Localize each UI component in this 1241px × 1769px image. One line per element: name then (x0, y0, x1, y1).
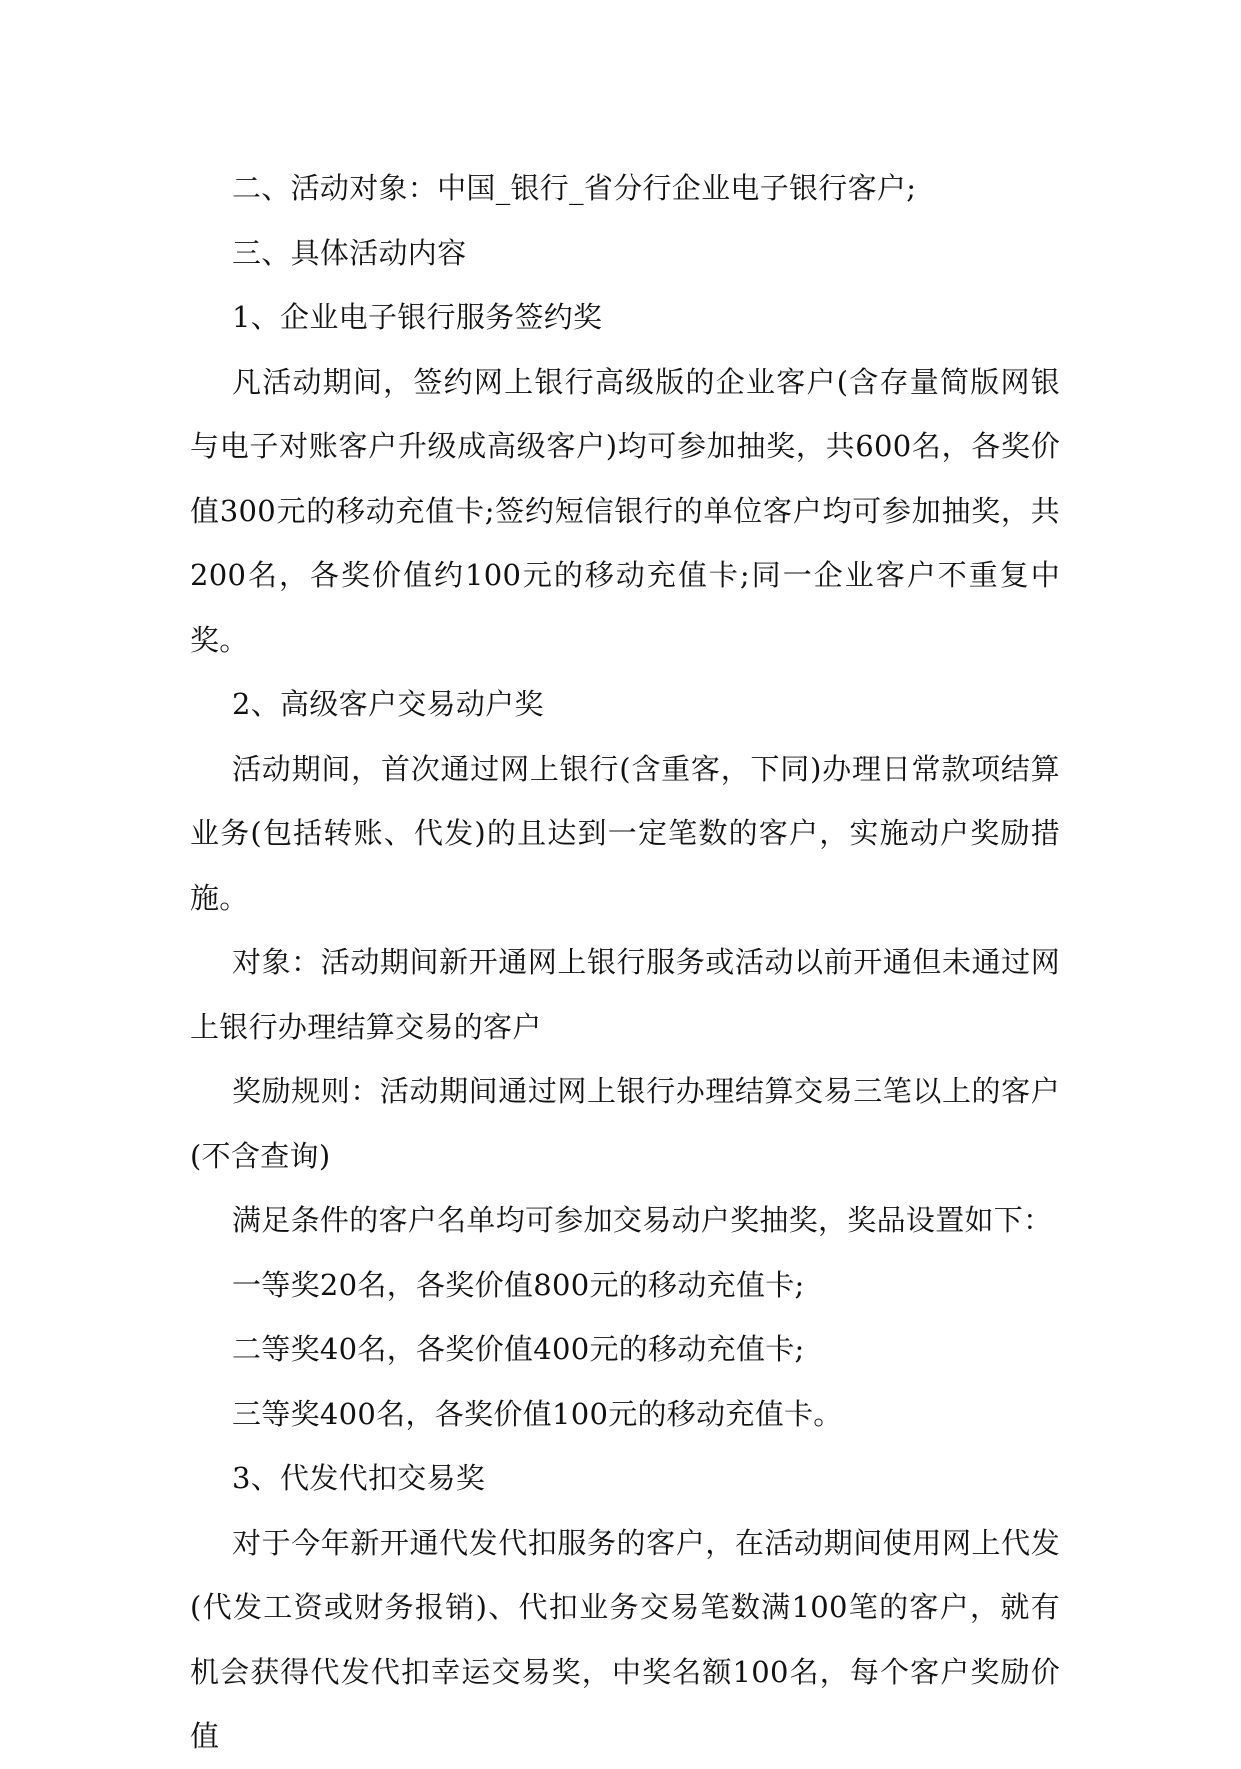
paragraph-activation-award: 活动期间，首次通过网上银行(含重客，下同)办理日常款项结算业务(包括转账、代发)的且达到一定笔数的客户，实施动户奖励措施。 (190, 751, 1060, 915)
paragraph-signing-award: 凡活动期间，签约网上银行高级版的企业客户(含存量简版网银与电子对账客户升级成高级客户)均可参加抽奖，共600名，各奖价值300元的移动充值卡;签约短信银行的单位客户均可参加抽奖，共200名，各奖价值约100元的移动充值卡;同一企业客户不重复中奖。 (190, 364, 1060, 657)
prize-first: 一等奖20名，各奖价值800元的移动充值卡; (232, 1267, 805, 1302)
prize-third: 三等奖400名，各奖价值100元的移动充值卡。 (232, 1396, 843, 1431)
subsection-heading-signing-award: 1、企业电子银行服务签约奖 (232, 300, 603, 334)
paragraph-target-clients: 对象：活动期间新开通网上银行服务或活动以前开通但未通过网上银行办理结算交易的客户 (190, 945, 1060, 1044)
section-heading-content: 三、具体活动内容 (232, 235, 467, 270)
subsection-heading-payroll-award: 3、代发代扣交易奖 (232, 1461, 486, 1495)
prize-second: 二等奖40名，各奖价值400元的移动充值卡; (232, 1332, 805, 1366)
document-page (190, 156, 1060, 1769)
paragraph-award-rules: 奖励规则：活动期间通过网上银行办理结算交易三笔以上的客户(不含查询) (190, 1074, 1060, 1173)
subsection-heading-activation-award: 2、高级客户交易动户奖 (232, 687, 544, 721)
section-heading-target: 二、活动对象：中国_银行_省分行企业电子银行客户; (232, 171, 917, 205)
paragraph-payroll-award: 对于今年新开通代发代扣服务的客户，在活动期间使用网上代发(代发工资或财务报销)、代扣业务交易笔数满100笔的客户，就有机会获得代发代扣幸运交易奖，中奖名额100名，每个客户奖励价值 (190, 1525, 1060, 1753)
paragraph-prize-setup: 满足条件的客户名单均可参加交易动户奖抽奖，奖品设置如下： (232, 1203, 1053, 1237)
